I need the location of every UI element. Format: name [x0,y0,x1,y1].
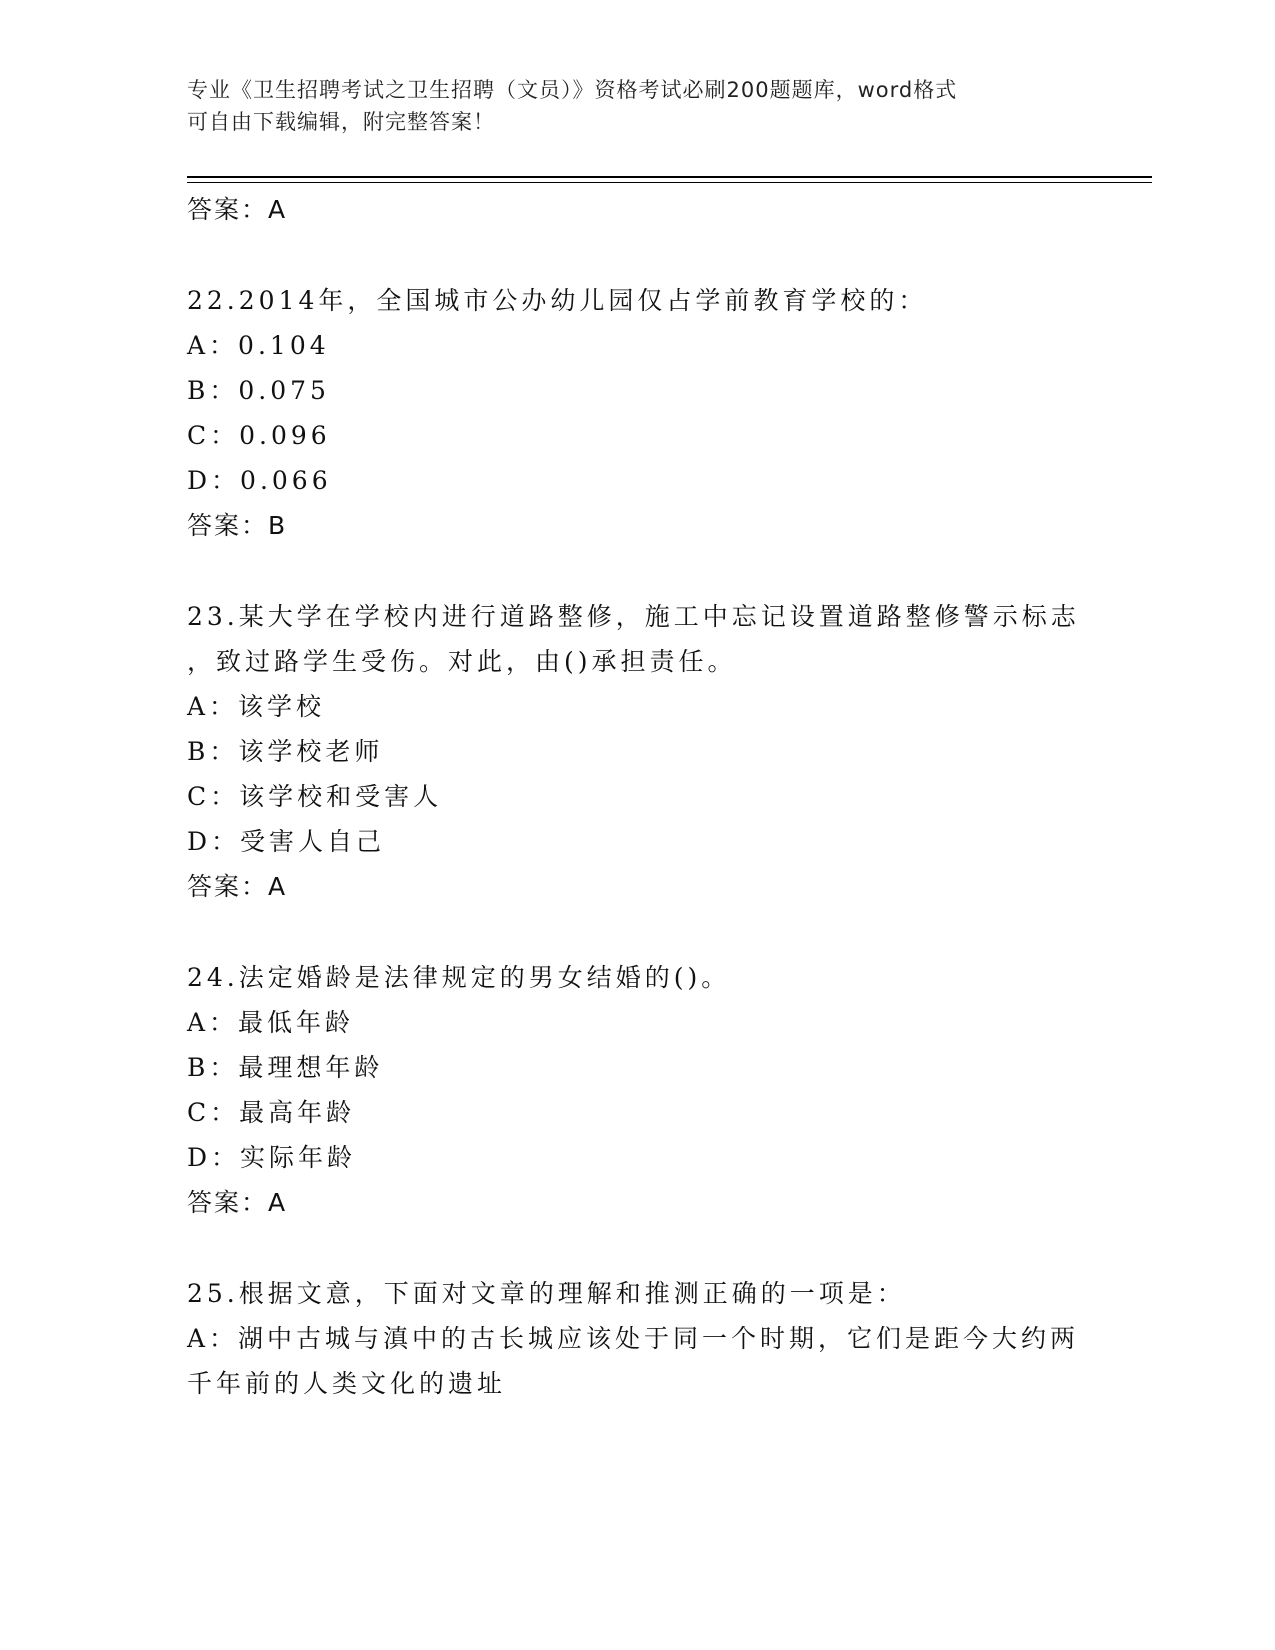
spacer [187,909,1087,955]
page-header [187,74,1067,138]
answer-line: 答案：A [187,195,288,224]
question-block [187,278,1087,548]
option-d: D：0.066 [187,466,332,495]
option-c: C：该学校和受害人 [187,782,443,811]
option-a-continued: 千年前的人类文化的遗址 [187,1369,507,1398]
answer-line: 答案：A [187,872,288,901]
question-stem: 23.某大学在学校内进行道路整修，施工中忘记设置道路整修警示标志 [187,602,1080,631]
document-body [187,187,1087,1406]
option-b: B：最理想年龄 [187,1053,384,1082]
header-line-2: 可自由下载编辑，附完整答案！ [187,110,495,134]
spacer [187,1225,1087,1271]
option-d: D：受害人自己 [187,827,386,856]
option-a: A：最低年龄 [187,1008,355,1037]
answer-line: 答案：A [187,1188,288,1217]
question-stem: 25.根据文意，下面对文章的理解和推测正确的一项是： [187,1279,906,1308]
option-a: A：0.104 [187,331,330,360]
spacer [187,232,1087,278]
question-stem-continued: ，致过路学生受伤。对此，由()承担责任。 [187,647,737,676]
question-block [187,1271,1087,1406]
option-c: C：最高年龄 [187,1098,356,1127]
header-divider [187,176,1152,183]
option-b: B：该学校老师 [187,737,384,766]
question-block [187,955,1087,1225]
option-c: C：0.096 [187,421,331,450]
question-stem: 22.2014年，全国城市公办幼儿园仅占学前教育学校的： [187,286,928,315]
question-stem: 24.法定婚龄是法律规定的男女结婚的()。 [187,963,731,992]
spacer [187,548,1087,594]
option-a: A：湖中古城与滇中的古长城应该处于同一个时期，它们是距今大约两 [187,1324,1080,1353]
option-b: B：0.075 [187,376,330,405]
option-d: D：实际年龄 [187,1143,357,1172]
option-a: A：该学校 [187,692,326,721]
header-line-1: 专业《卫生招聘考试之卫生招聘（文员）》资格考试必刷200题题库，word格式 [187,78,958,102]
answer-line: 答案：B [187,511,288,540]
question-block [187,594,1087,909]
